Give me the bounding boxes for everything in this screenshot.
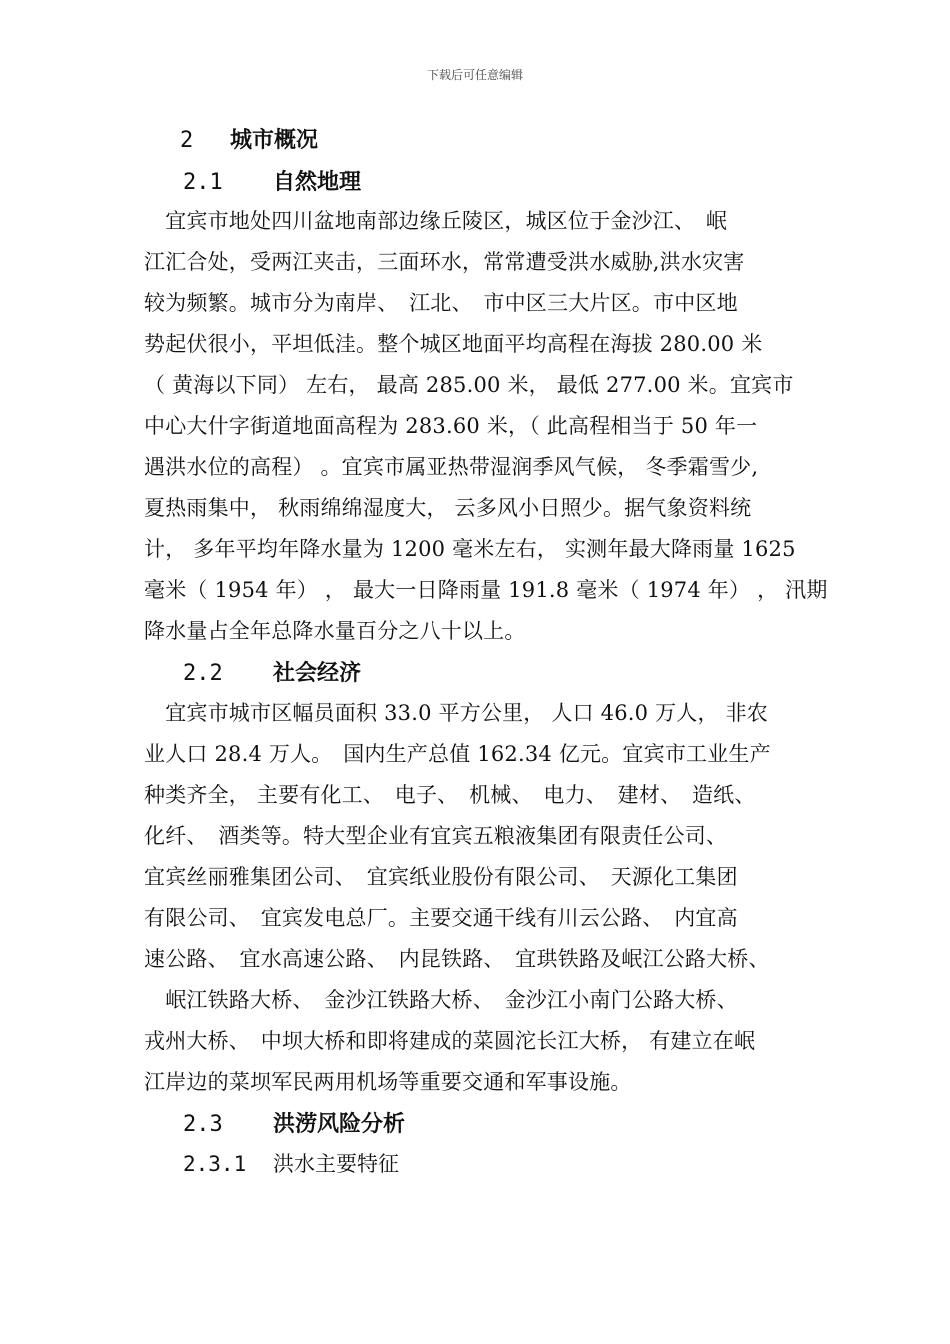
section-heading-2-1	[183, 165, 361, 196]
paragraph-line: 戎州大桥、 中坝大桥和即将建成的菜圆沱长江大桥， 有建立在岷	[144, 1029, 756, 1053]
section-number: 2	[180, 128, 194, 153]
section-title: 自然地理	[273, 169, 362, 195]
section-title: 洪涝风险分析	[273, 1111, 406, 1137]
section-heading-2-2	[183, 656, 361, 687]
paragraph-line: 化纤、 酒类等。特大型企业有宜宾五粮液集团有限责任公司、	[144, 824, 728, 848]
paragraph-line: 业人口 28.4 万人。 国内生产总值 162.34 亿元。宜宾市工业生产	[144, 742, 771, 766]
paragraph-line: 夏热雨集中， 秋雨绵绵湿度大， 云多风小日照少。据气象资料统	[144, 496, 752, 520]
paragraph-line: 有限公司、 宜宾发电总厂。主要交通干线有川云公路、 内宜高	[144, 906, 738, 930]
header-watermark: 下载后可任意编辑	[426, 68, 523, 82]
paragraph-line: 速公路、 宜水高速公路、 内昆铁路、 宜珙铁路及岷江公路大桥、	[144, 947, 770, 971]
paragraph-line: 毫米（ 1954 年） ， 最大一日降雨量 191.8 毫米（ 1974 年） ， 汛期	[144, 578, 828, 602]
paragraph-line: 降水量占全年总降水量百分之八十以上。	[144, 619, 526, 643]
section-title: 社会经济	[273, 660, 362, 686]
paragraph-line: 宜宾丝丽雅集团公司、 宜宾纸业股份有限公司、 天源化工集团	[144, 865, 738, 889]
section-number: 2.3	[183, 1112, 223, 1137]
paragraph-line: 中心大什字街道地面高程为 283.60 米，（ 此高程相当于 50 年一	[144, 414, 758, 438]
paragraph-line: 遇洪水位的高程） 。宜宾市属亚热带湿润季风气候， 冬季霜雪少,	[144, 455, 759, 479]
section-number: 2.1	[183, 170, 223, 195]
paragraph-line: 种类齐全， 主要有化工、 电子、 机械、 电力、 建材、 造纸、	[144, 783, 756, 807]
section-title: 城市概况	[230, 127, 319, 153]
section-heading-2-3	[183, 1107, 405, 1138]
section-heading-2-3-1	[183, 1148, 399, 1178]
paragraph-line: 江汇合处，受两江夹击，三面环水，常常遭受洪水威胁,洪水灾害	[144, 250, 745, 274]
paragraph-line: 较为频繁。城市分为南岸、 江北、 市中区三大片区。市中区地	[144, 291, 738, 315]
paragraph-line: 宜宾市城市区幅员面积 33.0 平方公里， 人口 46.0 万人， 非农	[144, 701, 768, 725]
paragraph-line: （ 黄海以下同） 左右， 最高 285.00 米， 最低 277.00 米。宜宾市	[144, 373, 794, 397]
paragraph-line: 江岸边的菜坝军民两用机场等重要交通和军事设施。	[144, 1070, 632, 1094]
section-title: 洪水主要特征	[273, 1152, 399, 1176]
section-heading-2	[180, 123, 318, 154]
paragraph-line: 宜宾市地处四川盆地南部边缘丘陵区，城区位于金沙江、 岷	[144, 209, 728, 233]
section-number: 2.2	[183, 661, 223, 686]
section-number: 2.3.1	[183, 1152, 247, 1176]
paragraph-line: 计， 多年平均年降水量为 1200 毫米左右， 实测年最大降雨量 1625	[144, 537, 796, 561]
paragraph-line: 势起伏很小，平坦低洼。整个城区地面平均高程在海拔 280.00 米	[144, 332, 763, 356]
paragraph-line: 岷江铁路大桥、 金沙江铁路大桥、 金沙江小南门公路大桥、	[144, 988, 738, 1012]
